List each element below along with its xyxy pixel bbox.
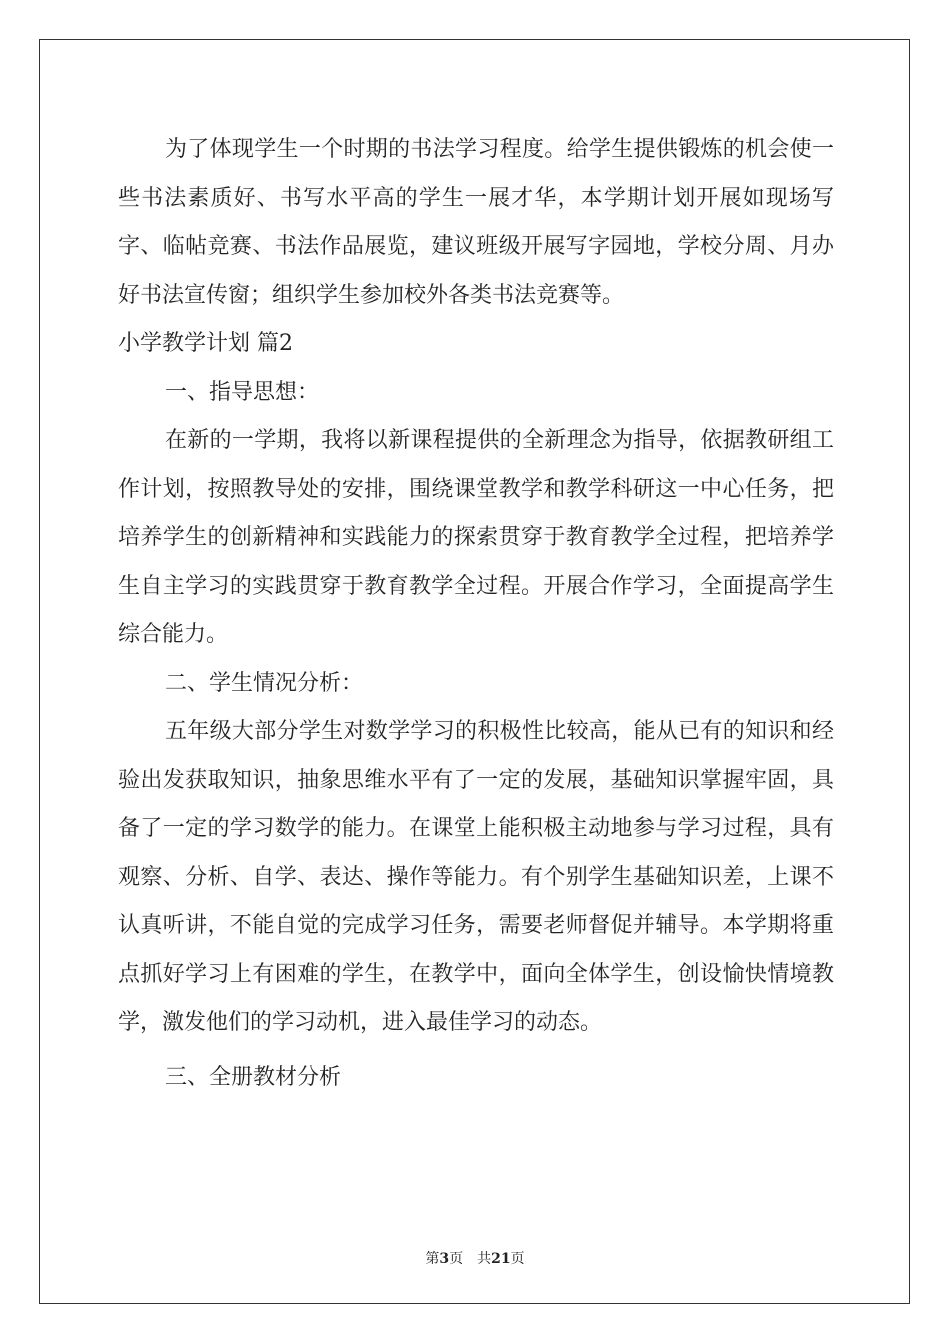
total-prefix: 共 <box>477 1251 492 1267</box>
paragraph-guiding-ideology: 在新的一学期，我将以新课程提供的全新理念为指导，依据教研组工作计划，按照教导处的安排，围绕课堂教学和教学科研这一中心任务，把培养学生的创新精神和实践能力的探索贯穿于教育教学全过程，把培养学生自主学习的实践贯穿于教育教学全过程。开展合作学习，全面提高学生综合能力。 <box>118 428 834 647</box>
page-current: 3 <box>439 1251 450 1267</box>
page-total: 21 <box>491 1251 511 1267</box>
heading-textbook-analysis: 三、全册教材分析 <box>165 1064 342 1090</box>
document-body <box>118 126 834 1102</box>
page-footer <box>0 1248 950 1268</box>
heading-student-analysis: 二、学生情况分析： <box>165 670 364 696</box>
page-unit: 页 <box>449 1251 464 1267</box>
heading-guiding-ideology: 一、指导思想： <box>165 379 320 405</box>
page-prefix: 第 <box>425 1251 440 1267</box>
paragraph-calligraphy: 为了体现学生一个时期的书法学习程度。给学生提供锻炼的机会使一些书法素质好、书写水平高的学生一展才华，本学期计划开展如现场写字、临帖竞赛、书法作品展览，建议班级开展写字园地，学校分周、月办好书法宣传窗；组织学生参加校外各类书法竞赛等。 <box>118 137 834 308</box>
paragraph-student-analysis: 五年级大部分学生对数学学习的积极性比较高，能从已有的知识和经验出发获取知识，抽象思维水平有了一定的发展，基础知识掌握牢固，具备了一定的学习数学的能力。在课堂上能积极主动地参与学习过程，具有观察、分析、自学、表达、操作等能力。有个别学生基础知识差，上课不认真听讲，不能自觉的完成学习任务，需要老师督促并辅导。本学期将重点抓好学习上有困难的学生，在教学中，面向全体学生，创设愉快情境教学，激发他们的学习动机，进入最佳学习的动态。 <box>118 719 834 1035</box>
total-unit: 页 <box>510 1251 525 1267</box>
section-title: 小学教学计划 篇2 <box>118 331 293 356</box>
